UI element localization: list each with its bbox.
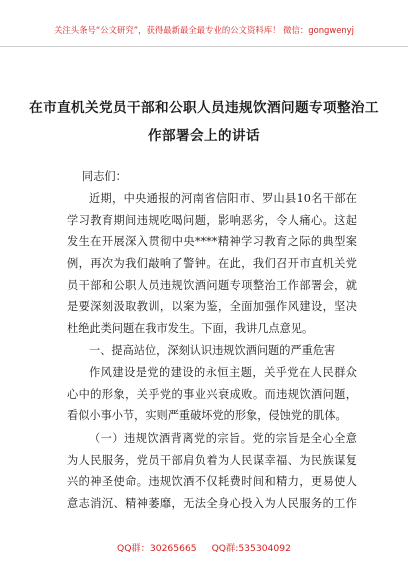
document-title-line-2: 作部署会上的讲话 xyxy=(148,128,260,144)
text-line: 例，再次为我们敲响了警钟。在此，我们召开市直机关党 xyxy=(67,257,357,271)
header-promo-text: 关注头条号“公文研究”，获得最新最全最专业的公文资料库！ 微信：gongwenyj xyxy=(54,25,354,35)
text-line: 兴的神圣使命。违规饮酒不仅耗费时间和精力，更易使人 xyxy=(67,475,357,489)
salutation: 同志们： xyxy=(82,170,127,183)
text-line: 一、提高站位，深刻认识违规饮酒问题的严重危害 xyxy=(89,344,336,357)
paragraph-intro xyxy=(67,188,357,340)
text-line: 发生在开展深入贯彻中央****精神学习教育之际的典型案 xyxy=(67,235,357,249)
text-line: 近期，中央通报的河南省信阳市、罗山县10名干部在 xyxy=(89,192,357,205)
text-line: 意志消沉、精神萎靡，无法全身心投入为人民服务的工作 xyxy=(67,497,357,511)
text-line: 心中的形象，关乎党的事业兴衰成败。而违规饮酒问题， xyxy=(67,387,357,401)
text-line: 员干部和公职人员违规饮酒问题专项整治工作部署会，就 xyxy=(67,278,357,292)
text-line: 学习教育期间违规吃喝问题，影响恶劣，令人痛心。这起 xyxy=(67,213,357,227)
text-line: 杜绝此类问题在我市发生。下面，我讲几点意见。 xyxy=(67,322,314,336)
header-banner xyxy=(0,0,408,47)
paragraph-style-building xyxy=(67,362,357,427)
text-line: （一）违规饮酒背离党的宗旨。党的宗旨是全心全意 xyxy=(89,432,357,445)
section-heading-1 xyxy=(67,340,357,362)
text-line: 是要深刻汲取教训，以案为鉴，全面加强作风建设，坚决 xyxy=(67,300,357,314)
paragraph-subsection-1 xyxy=(67,428,357,515)
footer-qq-group-1: QQ群：30265665 xyxy=(117,543,197,554)
footer-qq-group-2: QQ群:535304092 xyxy=(211,543,291,554)
text-line: 看似小事小节，实则严重破坏党的形象，侵蚀党的肌体。 xyxy=(67,409,347,423)
text-line: 为人民服务，党员干部肩负着为人民谋幸福、为民族谋复 xyxy=(67,453,357,467)
footer-qq-groups xyxy=(0,540,408,554)
text-line: 作风建设是党的建设的永恒主题，关乎党在人民群众 xyxy=(89,366,357,379)
document-title-line-1: 在市直机关党员干部和公职人员违规饮酒问题专项整治工 xyxy=(29,100,379,116)
